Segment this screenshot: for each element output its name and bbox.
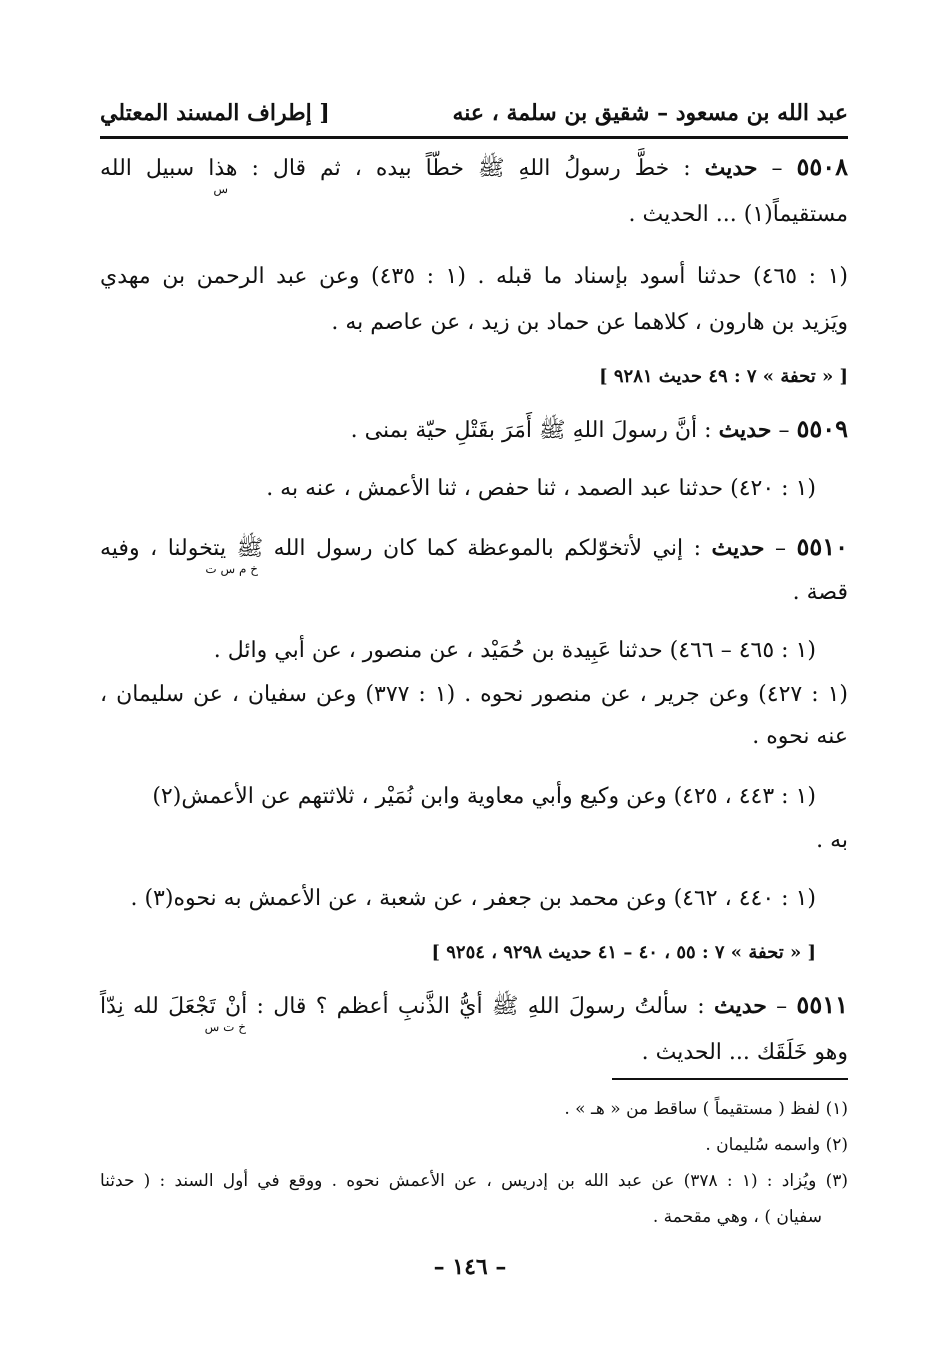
dash: – (771, 156, 783, 181)
chain-5510-line5: به . (816, 828, 848, 853)
hadith-number: ٥٥٠٩ (796, 414, 848, 443)
header-rule (100, 136, 848, 139)
chain-5510-line6: (١ : ٤٤٠ ، ٤٦٢) وعن محمد بن جعفر ، عن شعبة ، عن الأعمش به نحوه(٣) . (130, 886, 816, 911)
hadith-number: ٥٥١١ (796, 990, 848, 1019)
running-header-book: [ إطراف المسند المعتلي (100, 100, 330, 126)
hadith-number: ٥٥١٠ (796, 532, 849, 561)
hadith-5510-sigla: خ م س ت (205, 562, 258, 576)
footnote-3-line2: سفيان ) ، وهي مقحمة . (652, 1207, 822, 1227)
chain-5509-line1: (١ : ٤٢٠) حدثنا عبد الصمد ، ثنا حفص ، ثنا الأعمش ، عنه به . (266, 476, 816, 501)
dash: – (776, 994, 788, 1019)
hadith-5510-line1 (100, 532, 848, 564)
dash: – (774, 536, 786, 561)
hadith-keyword: حديث (704, 155, 758, 181)
footnote-2: (٢) واسمه سُليمان . (705, 1135, 848, 1155)
footnote-rule (612, 1078, 848, 1080)
hadith-5511-sigla: خ ت س (204, 1020, 246, 1034)
hadith-5511-line2: وهو خَلَقَك ... الحديث . (641, 1040, 848, 1065)
hadith-text: : سألتُ رسولَ اللهِ ﷺ أيُّ الذَّنبِ أعظم ؟ قال : أنْ تَجْعَلَ لله نِدّاً (100, 994, 705, 1019)
footnote-1: (١) لفظ ( مستقيماً ) ساقط من « هـ » . (564, 1099, 848, 1119)
chain-5510-line3: عنه نحوه . (752, 724, 848, 749)
chain-5508-line1: (١ : ٤٦٥) حدثنا أسود بإسناد ما قبله . (١ : ٤٣٥) وعن عبد الرحمن بن مهدي (100, 264, 848, 289)
hadith-5508-sigla: س (213, 182, 228, 196)
hadith-5508-line1 (100, 152, 848, 184)
hadith-5510-line2: قصة . (792, 580, 848, 605)
dash: – (778, 418, 790, 443)
chain-5510-line1: (١ : ٤٦٥ – ٤٦٦) حدثنا عَبِيدة بن حُمَيْد ، عن منصور ، عن أبي وائل . (213, 638, 816, 663)
tuhfa-ref-5508: [ « تحفة » ٧ : ٤٩ حديث ٩٢٨١ ] (599, 366, 848, 387)
running-header-title: عبد الله بن مسعود – شقيق بن سلمة ، عنه (452, 100, 848, 126)
hadith-5511-line1 (100, 990, 848, 1022)
hadith-keyword: حديث (713, 993, 767, 1019)
page-number: – ١٤٦ – (433, 1254, 507, 1280)
chain-5510-line2: (١ : ٤٢٧) وعن جرير ، عن منصور نحوه . (١ : ٣٧٧) وعن سفيان ، عن سليمان ، (100, 682, 848, 707)
hadith-keyword: حديث (711, 535, 765, 561)
footnote-3-line1: (٣) ويُزاد : (١ : ٣٧٨) عن عبد الله بن إدريس ، عن الأعمش نحوه . ووقع في أول السند : ( حدثنا (100, 1171, 848, 1191)
hadith-5508-line2: مستقيماً(١) ... الحديث . (628, 202, 848, 227)
chain-5508-line2: ويَزيد بن هارون ، كلاهما عن حماد بن زيد ، عن عاصم به . (331, 310, 848, 335)
hadith-text: : خطَّ رسولُ اللهِ ﷺ خطّاً بيده ، ثم قال : هذا سبيل الله (100, 156, 691, 181)
hadith-5509-line1 (351, 414, 848, 446)
chain-5510-line4: (١ : ٤٤٣ ، ٤٢٥) وعن وكيع وأبي معاوية وابن نُمَيْر ، ثلاثتهم عن الأعمش(٢) (152, 784, 816, 809)
hadith-text: : إني لأتخوّلكم بالموعظة كما كان رسول الله ﷺ يتخولنا ، وفيه (100, 536, 702, 561)
hadith-number: ٥٥٠٨ (796, 152, 849, 181)
tuhfa-ref-5510: [ « تحفة » ٧ : ٥٥ ، ٤٠ – ٤١ حديث ٩٢٩٨ ، ٩٢٥٤ ] (431, 942, 816, 963)
hadith-keyword: حديث (718, 417, 772, 443)
hadith-text: : أنَّ رسولَ اللهِ ﷺ أَمَرَ بقَتْلِ حيّة بمنى . (350, 418, 712, 443)
